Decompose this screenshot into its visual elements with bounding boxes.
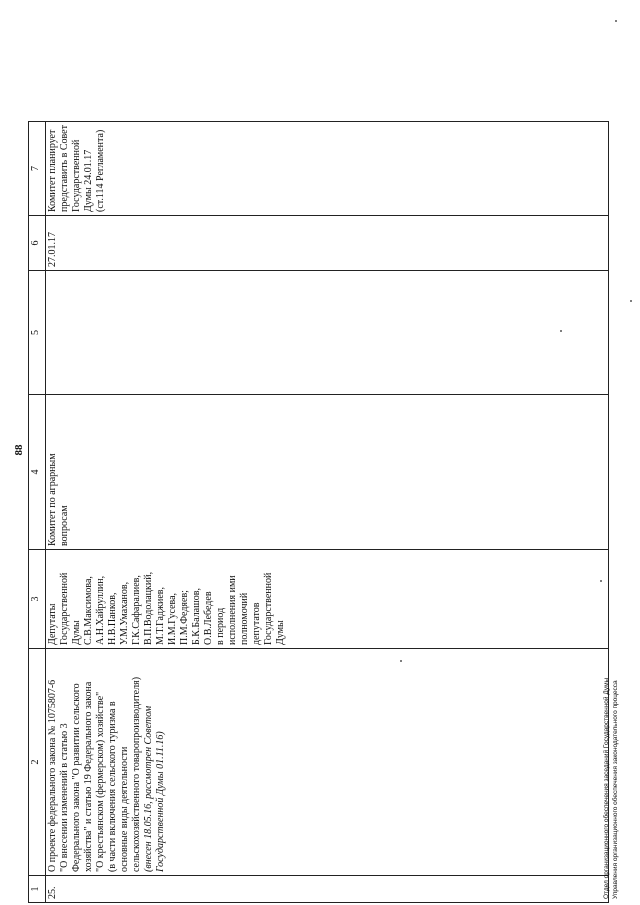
description-line: сельскохозяйственного товаропроизводителя) (131, 676, 142, 872)
initiator-line: депутатов (251, 602, 262, 645)
column-header-6: 6 (29, 216, 46, 271)
initiator-line: М.Т.Гаджиев, (155, 587, 166, 645)
description-line: "О внесении изменений в статью 3 (59, 723, 70, 872)
remark-cell (46, 122, 609, 216)
initiator-line: Думы (71, 620, 82, 645)
initiator-line: Государственной (263, 572, 274, 645)
initiator-line: А.Н.Хайруллин, (95, 575, 106, 645)
remark-line: (ст.114 Регламента) (95, 129, 106, 212)
description-line: "О крестьянском (фермерском) хозяйстве" (95, 691, 106, 872)
initiator-line: В.П.Водолацкий, (143, 571, 154, 645)
column-5-cell (46, 271, 609, 395)
initiator-line: О.В.Лебедев (203, 591, 214, 645)
column-header-4: 4 (29, 395, 46, 550)
initiator-line: П.М.Федяев; (179, 590, 190, 645)
description-note-line: Государственной Думы 01.11.16) (155, 731, 166, 872)
responsible-committee (46, 395, 609, 550)
description-line: основные виды деятельности (119, 746, 130, 872)
column-header-3: 3 (29, 550, 46, 649)
committee-line: вопросам (59, 505, 70, 546)
initiator-line: Б.К.Балашов, (191, 587, 202, 645)
initiator-line: Государственной (59, 572, 70, 645)
footer-line: Управления организационного обеспечения законодательного процесса (612, 680, 619, 899)
remark-line: Думы 24.01.17 (83, 149, 94, 212)
initiator-line: Думы (275, 620, 286, 645)
bills-table (28, 121, 609, 903)
initiator-line: полномочий (239, 592, 250, 645)
initiator-line: У.М.Умаханов, (119, 581, 130, 645)
description-line: Федерального закона "О развитии сельского (71, 683, 82, 872)
committee-line: Комитет по аграрным (47, 453, 58, 546)
table-row (46, 122, 609, 903)
description-line: О проекте федерального закона № 1075807-6 (47, 679, 58, 872)
table-header-row (29, 122, 46, 903)
initiators (46, 550, 609, 649)
scan-speck (630, 300, 632, 302)
description-line: (в части включения сельского туризма в (107, 701, 118, 872)
description-note-line: (внесен 18.05.16, рассмотрен Советом (143, 705, 154, 872)
remark-line: представить в Совет (59, 125, 70, 212)
bill-description (46, 649, 609, 876)
initiator-line: И.М.Гусева, (167, 592, 178, 645)
description-line: хозяйства" и статью 19 Федерального закона (83, 681, 94, 872)
scan-speck (400, 660, 402, 662)
initiator-line: исполнения ими (227, 575, 238, 645)
scan-speck (615, 20, 617, 22)
scan-speck (600, 580, 602, 582)
initiator-line: Г.К.Сафаралиев, (131, 575, 142, 645)
column-header-2: 2 (29, 649, 46, 876)
column-header-5: 5 (29, 271, 46, 395)
footer-department (602, 678, 620, 899)
initiator-line: Депутаты (47, 603, 58, 645)
remark-line: Государственной (71, 139, 82, 212)
initiator-line: Н.В.Панков, (107, 592, 118, 645)
footer-line: Отдел организационного обеспечения заседаний Государственной Думы (603, 677, 610, 899)
row-number: 25. (46, 876, 609, 903)
page-number: 88 (13, 444, 25, 456)
date-cell: 27.01.17 (46, 216, 609, 271)
initiator-line: С.В.Максимова, (83, 576, 94, 645)
column-header-7: 7 (29, 122, 46, 216)
column-header-1: 1 (29, 876, 46, 903)
remark-line: Комитет планирует (47, 129, 58, 212)
initiator-line: в период (215, 607, 226, 645)
scan-speck (560, 330, 562, 332)
